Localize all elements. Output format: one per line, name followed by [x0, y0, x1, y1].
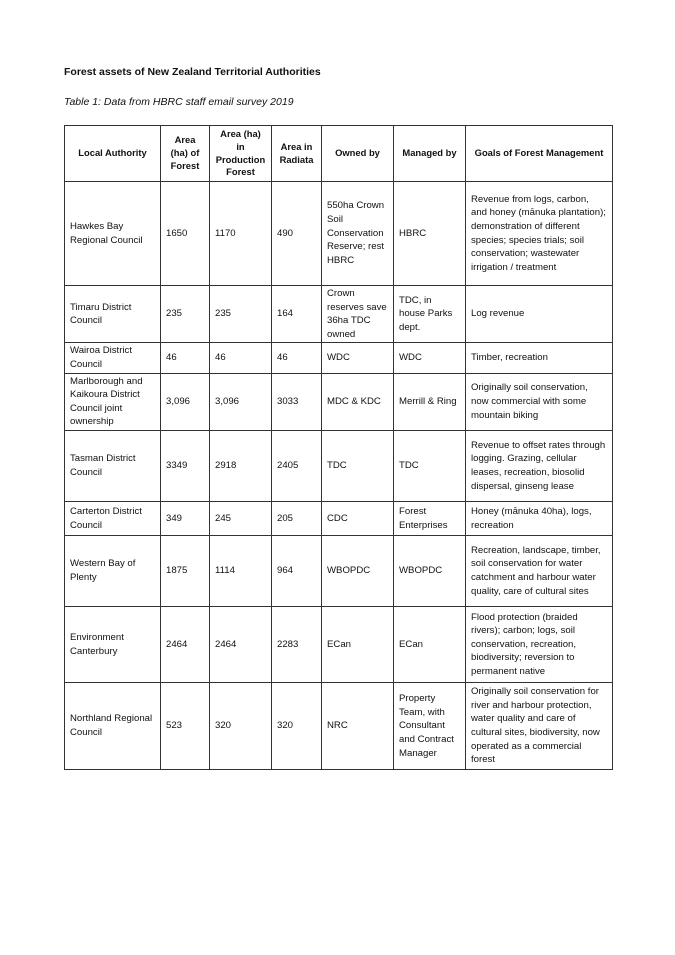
cell-managed-by: Property Team, with Consultant and Contract Manager	[394, 683, 466, 770]
cell-owned-by: NRC	[322, 683, 394, 770]
cell-authority: Marlborough and Kaikoura District Council joint ownership	[65, 373, 161, 430]
cell-area-production: 1114	[210, 536, 272, 607]
cell-authority: Western Bay of Plenty	[65, 536, 161, 607]
cell-area-forest: 349	[161, 502, 210, 536]
cell-owned-by: WDC	[322, 343, 394, 373]
table-row	[65, 607, 613, 683]
cell-managed-by: TDC	[394, 431, 466, 502]
cell-area-forest: 235	[161, 286, 210, 343]
cell-area-radiata: 2283	[272, 607, 322, 683]
cell-owned-by: WBOPDC	[322, 536, 394, 607]
cell-goals: Revenue to offset rates through logging. Grazing, cellular leases, recreation, biosolid dispersal, ginseng lease	[466, 431, 613, 502]
cell-goals: Flood protection (braided rivers); carbon; logs, soil conservation, recreation, biodiversity; reversion to permanent native	[466, 607, 613, 683]
cell-goals: Originally soil conservation for river and harbour protection, water quality and care of cultural sites, biodiversity, now operated as a commercial forest	[466, 683, 613, 770]
cell-area-production: 46	[210, 343, 272, 373]
header-goals: Goals of Forest Management	[466, 126, 613, 182]
table-row	[65, 683, 613, 770]
cell-area-production: 320	[210, 683, 272, 770]
header-area-production: Area (ha) in Production Forest	[210, 126, 272, 182]
cell-authority: Hawkes Bay Regional Council	[65, 182, 161, 286]
cell-area-forest: 46	[161, 343, 210, 373]
cell-authority: Environment Canterbury	[65, 607, 161, 683]
cell-managed-by: WBOPDC	[394, 536, 466, 607]
cell-authority: Northland Regional Council	[65, 683, 161, 770]
page-title: Forest assets of New Zealand Territorial Authorities	[64, 66, 321, 78]
header-owned-by: Owned by	[322, 126, 394, 182]
cell-area-radiata: 320	[272, 683, 322, 770]
cell-owned-by: MDC & KDC	[322, 373, 394, 430]
cell-authority: Carterton District Council	[65, 502, 161, 536]
table-row	[65, 343, 613, 373]
cell-area-radiata: 2405	[272, 431, 322, 502]
cell-area-radiata: 205	[272, 502, 322, 536]
cell-area-forest: 3349	[161, 431, 210, 502]
header-local-authority: Local Authority	[65, 126, 161, 182]
cell-goals: Recreation, landscape, timber, soil conservation for water catchment and harbour water quality, care of cultural sites	[466, 536, 613, 607]
cell-area-forest: 3,096	[161, 373, 210, 430]
cell-area-forest: 1650	[161, 182, 210, 286]
cell-area-production: 1170	[210, 182, 272, 286]
cell-area-radiata: 3033	[272, 373, 322, 430]
table-row	[65, 286, 613, 343]
cell-managed-by: Merrill & Ring	[394, 373, 466, 430]
cell-area-production: 2464	[210, 607, 272, 683]
table-row	[65, 431, 613, 502]
table-header-row	[65, 126, 613, 182]
cell-managed-by: Forest Enterprises	[394, 502, 466, 536]
cell-owned-by: 550ha Crown Soil Conservation Reserve; rest HBRC	[322, 182, 394, 286]
cell-area-production: 235	[210, 286, 272, 343]
cell-managed-by: WDC	[394, 343, 466, 373]
cell-area-forest: 523	[161, 683, 210, 770]
cell-area-forest: 2464	[161, 607, 210, 683]
cell-authority: Timaru District Council	[65, 286, 161, 343]
cell-area-radiata: 490	[272, 182, 322, 286]
cell-managed-by: ECan	[394, 607, 466, 683]
cell-owned-by: CDC	[322, 502, 394, 536]
cell-goals: Timber, recreation	[466, 343, 613, 373]
cell-area-radiata: 164	[272, 286, 322, 343]
table-row	[65, 536, 613, 607]
header-managed-by: Managed by	[394, 126, 466, 182]
cell-owned-by: ECan	[322, 607, 394, 683]
cell-owned-by: Crown reserves save 36ha TDC owned	[322, 286, 394, 343]
cell-authority: Tasman District Council	[65, 431, 161, 502]
forest-assets-table	[64, 125, 613, 770]
cell-area-production: 245	[210, 502, 272, 536]
table-row	[65, 502, 613, 536]
cell-area-radiata: 46	[272, 343, 322, 373]
cell-area-radiata: 964	[272, 536, 322, 607]
cell-area-production: 2918	[210, 431, 272, 502]
cell-goals: Originally soil conservation, now commercial with some mountain biking	[466, 373, 613, 430]
header-area-forest: Area (ha) of Forest	[161, 126, 210, 182]
cell-owned-by: TDC	[322, 431, 394, 502]
cell-goals: Revenue from logs, carbon, and honey (mānuka plantation); demonstration of different species; species trials; soil conservation; wastewater irrigation / treatment	[466, 182, 613, 286]
table-caption: Table 1: Data from HBRC staff email survey 2019	[64, 96, 294, 108]
header-area-radiata: Area in Radiata	[272, 126, 322, 182]
cell-managed-by: TDC, in house Parks dept.	[394, 286, 466, 343]
cell-area-forest: 1875	[161, 536, 210, 607]
cell-managed-by: HBRC	[394, 182, 466, 286]
table-row	[65, 373, 613, 430]
cell-authority: Wairoa District Council	[65, 343, 161, 373]
cell-area-production: 3,096	[210, 373, 272, 430]
cell-goals: Log revenue	[466, 286, 613, 343]
cell-goals: Honey (mānuka 40ha), logs, recreation	[466, 502, 613, 536]
table-row	[65, 182, 613, 286]
